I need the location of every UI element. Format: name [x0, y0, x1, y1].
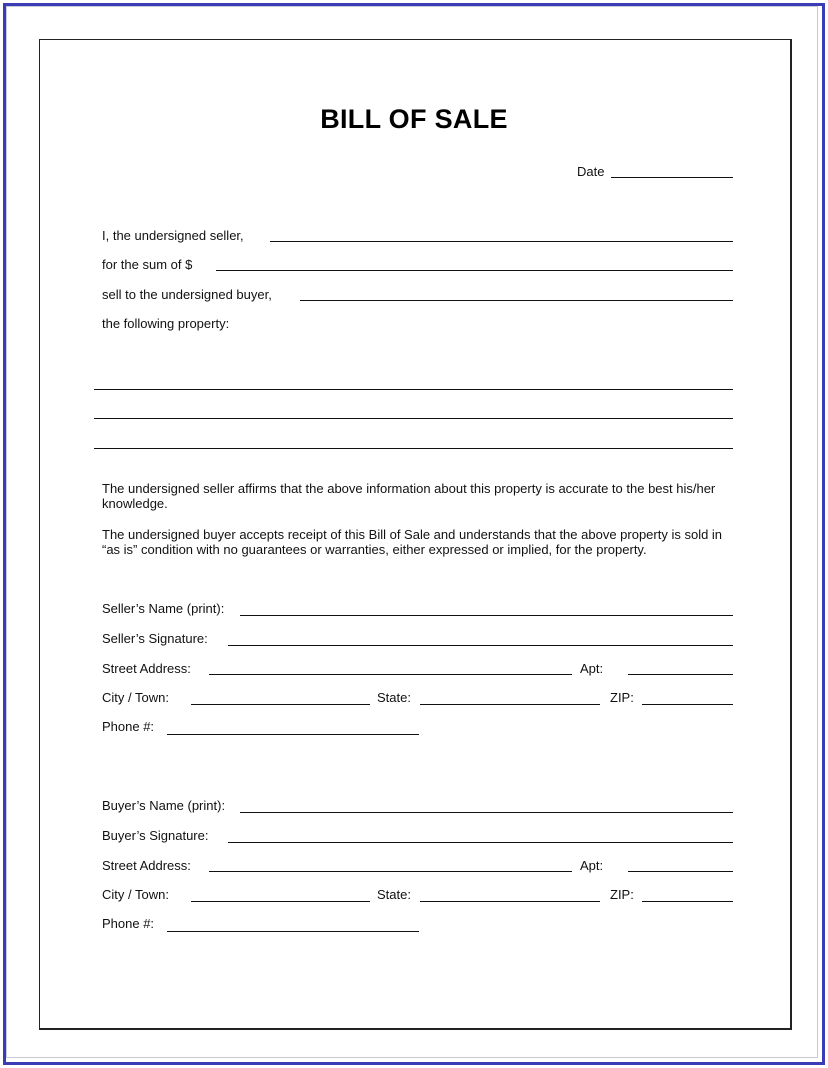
seller-state-field-line[interactable]	[420, 704, 600, 705]
date-field-line[interactable]	[611, 177, 733, 178]
buyer-state-label: State:	[377, 887, 411, 902]
buyer-city-label: City / Town:	[102, 887, 169, 902]
buyer-phone-field-line[interactable]	[167, 931, 419, 932]
seller-zip-field-line[interactable]	[642, 704, 733, 705]
seller-phone-label: Phone #:	[102, 719, 155, 734]
buyer-signature-field-line[interactable]	[228, 842, 733, 843]
buyer-signature-label: Buyer’s Signature:	[102, 828, 209, 843]
seller-signature-field-line[interactable]	[228, 645, 733, 646]
seller-apt-field-line[interactable]	[628, 674, 733, 675]
seller-name-field-line[interactable]	[240, 615, 733, 616]
buyer-street-label: Street Address:	[102, 858, 191, 873]
buyer-zip-label: ZIP:	[610, 887, 634, 902]
sum-field-line[interactable]	[216, 270, 733, 271]
date-label: Date	[577, 164, 605, 179]
seller-zip-label: ZIP:	[610, 690, 634, 705]
buyer-phone-label: Phone #:	[102, 916, 155, 931]
seller-city-label: City / Town:	[102, 690, 169, 705]
seller-apt-label: Apt:	[580, 661, 604, 676]
seller-phone-field-line[interactable]	[167, 734, 419, 735]
sum-label: for the sum of $	[102, 257, 193, 272]
buyer-intro-label: sell to the undersigned buyer,	[102, 287, 272, 302]
buyer-street-field-line[interactable]	[209, 871, 572, 872]
seller-street-label: Street Address:	[102, 661, 191, 676]
seller-street-field-line[interactable]	[209, 674, 572, 675]
buyer-state-field-line[interactable]	[420, 901, 600, 902]
property-field-line[interactable]	[94, 448, 733, 449]
seller-state-label: State:	[377, 690, 411, 705]
buyer-city-field-line[interactable]	[191, 901, 370, 902]
buyer-apt-label: Apt:	[580, 858, 604, 873]
seller-affirmation-text: The undersigned seller affirms that the above information about this property is accurate to the best his/her knowledge.	[102, 481, 716, 511]
buyer-apt-field-line[interactable]	[628, 871, 733, 872]
seller-intro-field-line[interactable]	[270, 241, 733, 242]
buyer-affirmation-text: The undersigned buyer accepts receipt of this Bill of Sale and understands that the above property is sold in “as is” condition with no guarantees or warranties, either expressed or implied, for the property.	[102, 527, 723, 557]
seller-city-field-line[interactable]	[191, 704, 370, 705]
buyer-name-field-line[interactable]	[240, 812, 733, 813]
property-field-line[interactable]	[94, 389, 733, 390]
document-title: BILL OF SALE	[320, 104, 508, 134]
buyer-intro-field-line[interactable]	[300, 300, 733, 301]
property-label: the following property:	[102, 316, 230, 331]
seller-name-label: Seller’s Name (print):	[102, 601, 225, 616]
seller-intro-label: I, the undersigned seller,	[102, 228, 244, 243]
seller-signature-label: Seller’s Signature:	[102, 631, 208, 646]
property-field-line[interactable]	[94, 418, 733, 419]
buyer-name-label: Buyer’s Name (print):	[102, 798, 226, 813]
buyer-zip-field-line[interactable]	[642, 901, 733, 902]
